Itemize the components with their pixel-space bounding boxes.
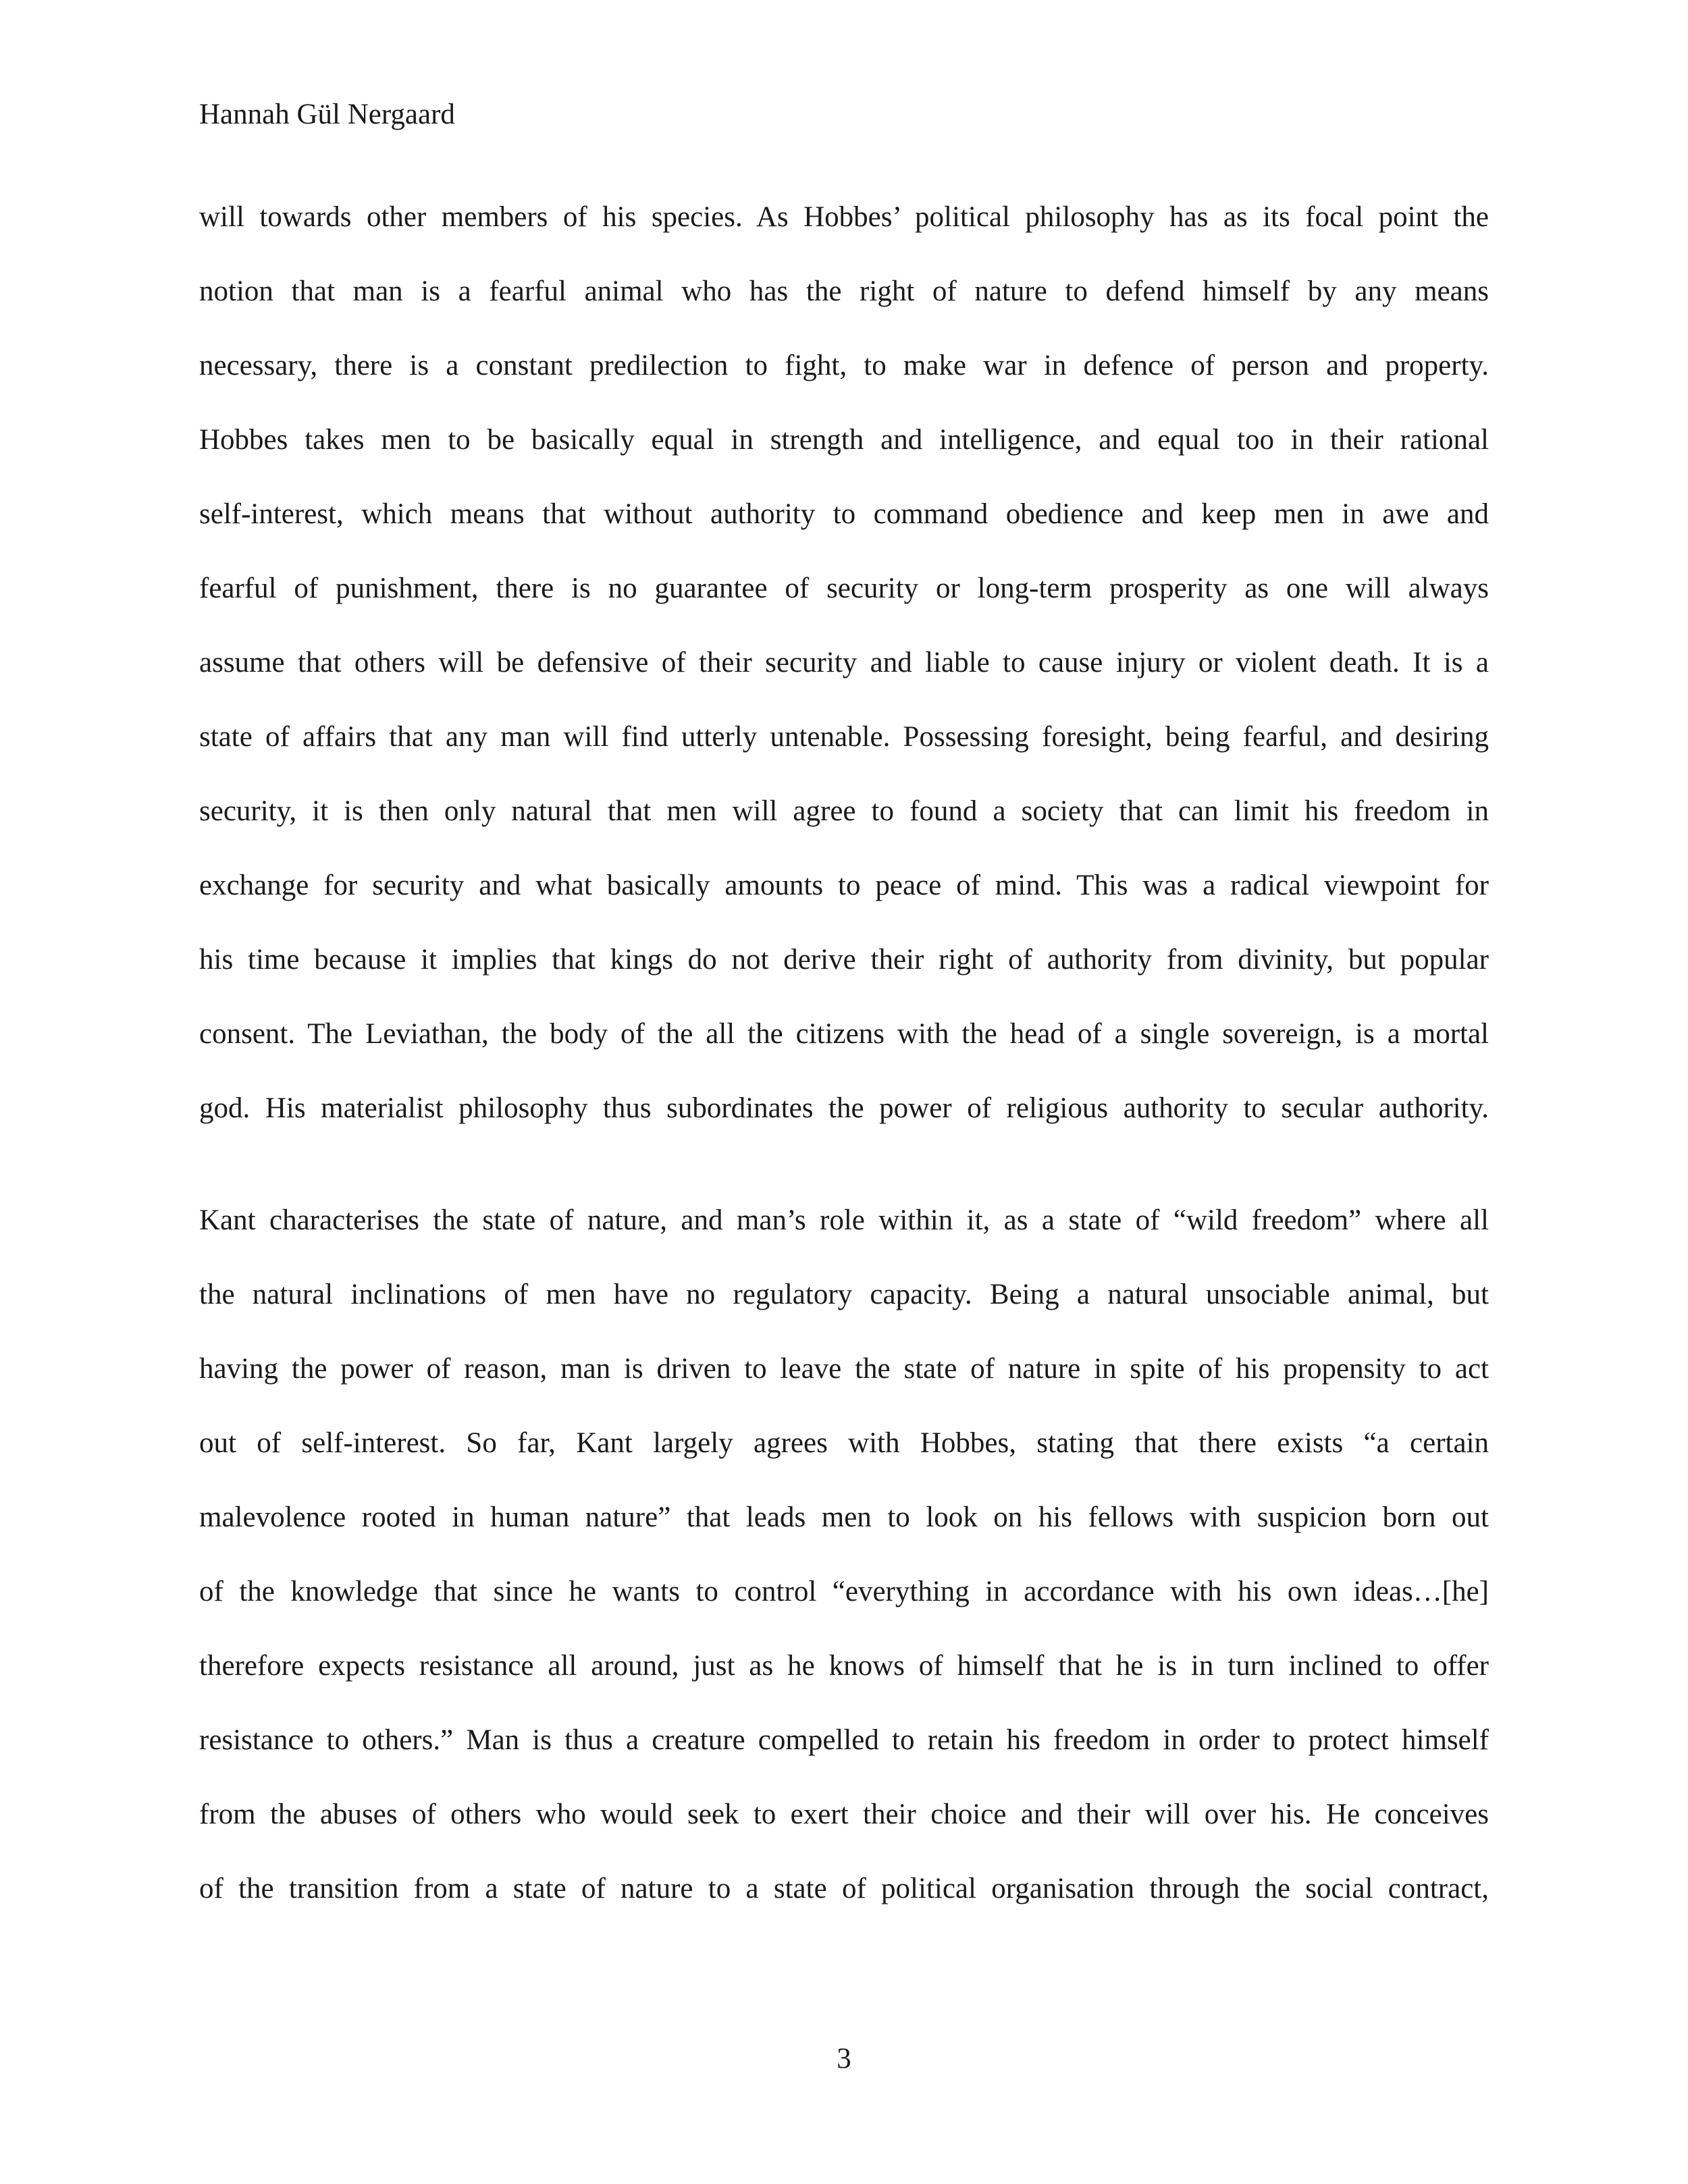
text-line: Hobbes takes men to be basically equal in strength and intelligence, and equal too in their rational xyxy=(199,424,1489,456)
text-line: therefore expects resistance all around, just as he knows of himself that he is in turn inclined to offer xyxy=(199,1650,1489,1682)
text-line: from the abuses of others who would seek to exert their choice and their will over his. He conceives xyxy=(199,1799,1489,1830)
text-line: necessary, there is a constant predilection to fight, to make war in defence of person and property. xyxy=(199,350,1489,381)
text-line: consent. The Leviathan, the body of the all the citizens with the head of a single sovereign, is a mortal xyxy=(199,1018,1489,1050)
text-line: malevolence rooted in human nature” that leads men to look on his fellows with suspicion born out xyxy=(199,1501,1489,1533)
text-line: self-interest, which means that without authority to command obedience and keep men in awe and xyxy=(199,498,1489,530)
text-line: his time because it implies that kings do not derive their right of authority from divinity, but popular xyxy=(199,944,1489,976)
text-line: security, it is then only natural that men will agree to found a society that can limit his freedom in xyxy=(199,795,1489,827)
text-line: having the power of reason, man is driven to leave the state of nature in spite of his propensity to act xyxy=(199,1353,1489,1385)
text-line: god. His materialist philosophy thus subordinates the power of religious authority to secular authority. xyxy=(199,1092,1489,1124)
text-line: Kant characterises the state of nature, and man’s role within it, as a state of “wild freedom” where all xyxy=(199,1204,1489,1236)
text-line: resistance to others.” Man is thus a creature compelled to retain his freedom in order to protect himself xyxy=(199,1724,1489,1756)
text-line: out of self-interest. So far, Kant largely agrees with Hobbes, stating that there exists “a certain xyxy=(199,1427,1489,1459)
text-line: state of affairs that any man will find utterly untenable. Possessing foresight, being fearful, and desiring xyxy=(199,721,1489,753)
text-line: notion that man is a fearful animal who has the right of nature to defend himself by any means xyxy=(199,275,1489,307)
text-line: fearful of punishment, there is no guarantee of security or long-term prosperity as one will always xyxy=(199,572,1489,604)
text-line: of the transition from a state of nature to a state of political organisation through the social contract, xyxy=(199,1873,1489,1905)
text-line: assume that others will be defensive of their security and liable to cause injury or violent death. It is a xyxy=(199,647,1489,678)
text-line: will towards other members of his species. As Hobbes’ political philosophy has as its focal point the xyxy=(199,201,1489,233)
page-number: 3 xyxy=(837,2043,851,2075)
paragraph-kant xyxy=(199,1200,1489,1943)
text-line: the natural inclinations of men have no regulatory capacity. Being a natural unsociable animal, but xyxy=(199,1279,1489,1310)
running-header-author: Hannah Gül Nergaard xyxy=(199,99,455,130)
text-line: exchange for security and what basically amounts to peace of mind. This was a radical viewpoint for xyxy=(199,870,1489,901)
text-line: of the knowledge that since he wants to control “everything in accordance with his own ideas…[he] xyxy=(199,1576,1489,1607)
paragraph-hobbes xyxy=(199,197,1489,1163)
